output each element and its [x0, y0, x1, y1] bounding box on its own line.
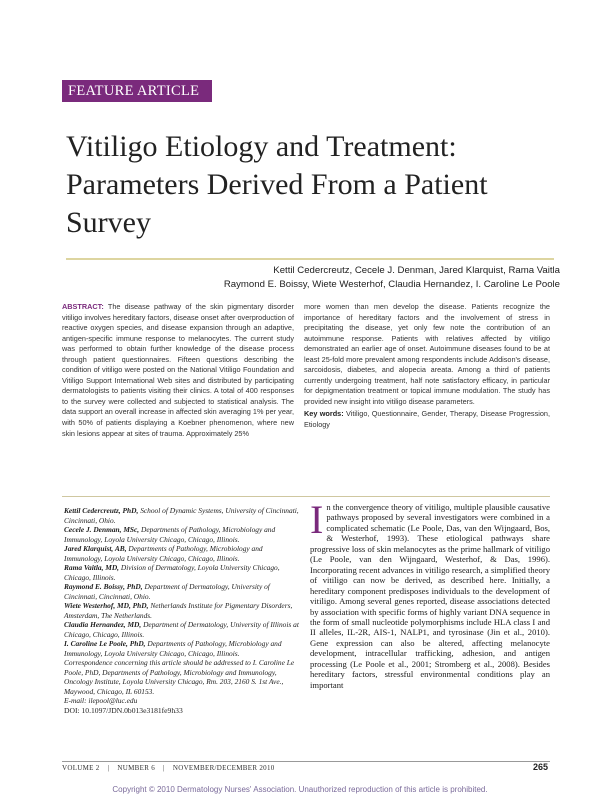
- title-divider: [66, 258, 554, 260]
- article-title: Vitiligo Etiology and Treatment: Parameters Derived From a Patient Survey: [66, 130, 488, 239]
- abstract-divider: [62, 496, 550, 497]
- footer-date: NOVEMBER/DECEMBER 2010: [172, 764, 275, 772]
- author-list: [80, 264, 560, 292]
- keywords-text: Vitiligo, Questionnaire, Gender, Therapy, Disease Progression, Etiology: [304, 409, 550, 430]
- footer-volume: VOLUME 2: [62, 764, 100, 772]
- affiliation-item: Wiete Westerhof, MD, PhD, Netherlands Institute for Pigmentary Disorders, Amsterdam, The Netherlands.: [64, 601, 293, 620]
- abstract-column-right: [304, 302, 550, 431]
- footer-separator: |: [107, 764, 110, 772]
- abstract-text-left: The disease pathway of the skin pigmentary disorder vitiligo involves hereditary factors, disease onset after overproduction of reactive oxygen species, and disease expansion through an adaptive, antigen-specific immune response to melanocytes. The current study was performed to obtain further knowledge of the disease process through patient questionnaires. Fifteen questions describing the condition of vitiligo were posted on the National Vitiligo Foundation and Vitiligo Support International Web sites and distributed by participating dermatologists to patients visiting their clinics. A total of 400 responses to the survey were collected and subjected to statistical analysis. The data support an overall increase in affected skin averaging 1% per year, with 50% of patients displaying a Koebner phenomenon, where new skin lesions appear at sites of trauma. Approximately 25%: [62, 302, 294, 438]
- abstract-text-right: more women than men develop the disease. Patients recognize the importance of hereditary factors and the involvement of stress in precipitating the disease, yet only few note the contribution of an autoimmune response. Patients with relatives affected by vitiligo demonstrated an earlier age of onset. Autoimmune diseases found to be at least 25-fold more prevalent among respondents include Addison's disease, sarcoidosis, diabetes, and alopecia areata. Among a third of patients currently undergoing treatment, half note satisfactory efficacy, in particular for depigmentation treatment or topical immune modulation. The study has provided new insight into vitiligo disease parameters.: [304, 302, 550, 406]
- affiliation-item: Cecele J. Denman, MSc, Departments of Pathology, Microbiology and Immunology, Loyola University Chicago, Chicago, Illinois.: [64, 525, 276, 544]
- section-banner: FEATURE ARTICLE: [62, 80, 212, 102]
- affiliation-item: Jared Klarquist, AB, Departments of Pathology, Microbiology and Immunology, Loyola University Chicago, Chicago, Illinois.: [64, 544, 263, 563]
- affiliation-item: Raymond E. Boissy, PhD, Department of Dermatology, University of Cincinnati, Cincinnati, Ohio.: [64, 582, 270, 601]
- abstract-column-left: [62, 302, 294, 439]
- affiliations-box: [64, 506, 302, 715]
- affiliation-item: I. Caroline Le Poole, PhD, Departments of Pathology, Microbiology and Immunology, Loyola University Chicago, Chicago, Illinois.: [64, 639, 282, 658]
- affiliation-item: Rama Vaitla, MD, Division of Dermatology, Loyola University Chicago, Chicago, Illinois.: [64, 563, 280, 582]
- author-line-1: Kettil Cedercreutz, Cecele J. Denman, Jared Klarquist, Rama Vaitla: [273, 265, 560, 276]
- body-paragraph: [310, 497, 550, 690]
- affiliation-item: Kettil Cedercreutz, PhD, School of Dynamic Systems, University of Cincinnati, Cincinnati, Ohio.: [64, 506, 299, 525]
- affiliation-item: Claudia Hernandez, MD, Department of Dermatology, University of Illinois at Chicago, Chicago, Illinois.: [64, 620, 299, 639]
- drop-cap: I: [310, 497, 324, 542]
- copyright-notice: Copyright © 2010 Dermatology Nurses' Association. Unauthorized reproduction of this article is prohibited.: [112, 785, 488, 794]
- body-text: n the convergence theory of vitiligo, multiple plausible causative pathways proposed by several investigators were combined in a complicated schematic (Le Poole, Das, van den Wijngaard, Bos, & Westerhof, 1993). These etiological pathways share progressive loss of skin melanocytes as the prime hallmark of vitiligo (Le Poole, van den Wijngaard, Westerhof, & Das, 1996). Incorporating recent advances in vitiligo research, a simplified theory of vitiligo can now be derived, as described here. Initially, a hereditary component predisposes individuals to the development of vitiligo. Among several genes reported, disease associations detected by association with specific forms of highly variant DNA sequence in the form of small nucleotide polymorphisms include HLA class I and II alleles, IL-2R, AIS-1, NALP1, and tyrosinase (Jin et al., 2010). Gene expression can also be altered, affecting melanocyte development, intracellular trafficking, adhesion, and antigen processing (Le Poole et al., 2001; Stromberg et al., 2008). Besides hereditary factors, stressful environmental conditions play an important: [310, 502, 550, 690]
- doi-link[interactable]: DOI: 10.1097/JDN.0b013e3181fe9h33: [64, 705, 183, 715]
- footer-separator: |: [163, 764, 165, 772]
- footer-journal-info: [62, 764, 281, 772]
- author-line-2: Raymond E. Boissy, Wiete Westerhof, Claudia Hernandez, I. Caroline Le Poole: [223, 279, 560, 290]
- footer-divider: [62, 761, 550, 762]
- keywords: [304, 409, 550, 430]
- correspondence: Correspondence concerning this article should be addressed to I. Caroline Le Poole, PhD, Departments of Pathology, Microbiology and Immunology, Oncology Institute, Loyola University Chicago, Rm. 203, 2160 S. 1st Ave., Maywood, Chicago, IL 60153.: [64, 658, 295, 696]
- keywords-label: Key words:: [304, 409, 344, 419]
- footer-number: NUMBER 6: [117, 764, 156, 772]
- page-number: 265: [532, 762, 548, 772]
- email-address[interactable]: E-mail: ilepool@luc.edu: [64, 696, 138, 705]
- abstract-label: ABSTRACT:: [62, 302, 104, 311]
